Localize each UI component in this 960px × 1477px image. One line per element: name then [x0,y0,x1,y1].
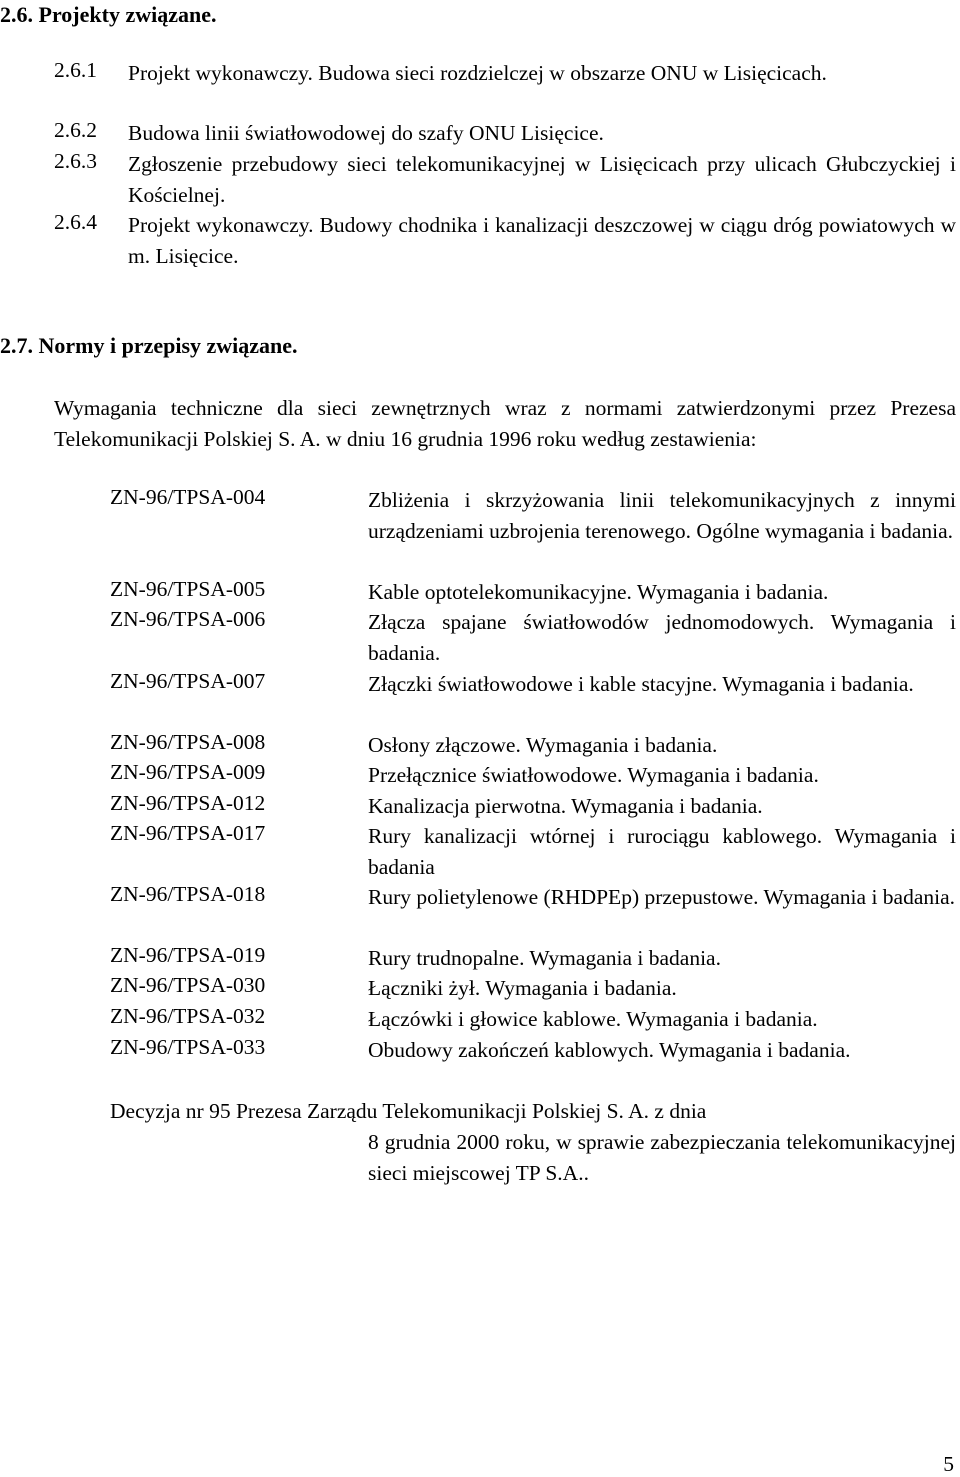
norm-description: Osłony złączowe. Wymagania i badania. [368,733,718,757]
project-number: 2.6.1 [54,58,97,82]
norm-code: ZN-96/TPSA-018 [110,882,266,906]
norm-description: Złączki światłowodowe i kable stacyjne. Wymagania i badania. [368,672,914,696]
norm-description: Rury kanalizacji wtórnej i rurociągu kablowego. Wymagania i badania [368,824,956,879]
norm-description: Rury polietylenowe (RHDPEp) przepustowe. Wymagania i badania. [368,885,956,909]
norm-description: Obudowy zakończeń kablowych. Wymagania i badania. [368,1038,851,1062]
project-title: Projekt wykonawczy. Budowy chodnika i kanalizacji deszczowej w ciągu dróg powiatowych w m. Lisięcice. [128,213,956,268]
norm-code: ZN-96/TPSA-012 [110,791,266,815]
norm-code: ZN-96/TPSA-033 [110,1035,266,1059]
project-number: 2.6.3 [54,149,97,173]
norm-description: Kanalizacja pierwotna. Wymagania i badania. [368,794,763,818]
norm-description: Kable optotelekomunikacyjne. Wymagania i badania. [368,580,829,604]
norm-description: Łączówki i głowice kablowe. Wymagania i badania. [368,1007,818,1031]
norm-code: ZN-96/TPSA-017 [110,821,266,845]
norm-code: ZN-96/TPSA-009 [110,760,266,784]
norm-description: Rury trudnopalne. Wymagania i badania. [368,946,721,970]
norm-code: ZN-96/TPSA-019 [110,943,266,967]
project-title: Projekt wykonawczy. Budowa sieci rozdzielczej w obszarze ONU w Lisięcicach. [128,61,827,85]
norm-description: Przełącznice światłowodowe. Wymagania i badania. [368,763,819,787]
norm-description: Złącza spajane światłowodów jednomodowych. Wymagania i badania. [368,610,956,665]
section-heading-2-6: 2.6. Projekty związane. [0,2,217,27]
norm-description: Zbliżenia i skrzyżowania linii telekomunikacyjnych z innymi urządzeniami uzbrojenia terenowego. Ogólne wymagania i badania. [368,488,956,543]
norm-code: ZN-96/TPSA-030 [110,973,266,997]
page-number: 5 [943,1452,954,1476]
norm-code: ZN-96/TPSA-006 [110,607,266,631]
project-title: Zgłoszenie przebudowy sieci telekomunikacyjnej w Lisięcicach przy ulicach Głubczyckiej i Kościelnej. [128,152,956,207]
project-number: 2.6.2 [54,118,97,142]
norm-description: Łączniki żył. Wymagania i badania. [368,976,677,1000]
project-number: 2.6.4 [54,210,97,234]
norm-code: ZN-96/TPSA-004 [110,485,266,509]
norm-code: ZN-96/TPSA-008 [110,730,266,754]
project-title: Budowa linii światłowodowej do szafy ONU Lisięcice. [128,121,604,145]
section-heading-2-7: 2.7. Normy i przepisy związane. [0,333,298,358]
norms-intro-paragraph: Wymagania techniczne dla sieci zewnętrznych wraz z normami zatwierdzonymi przez Prezesa Telekomunikacji Polskiej S. A. w dniu 16 grudnia 1996 roku według zestawienia: [54,396,956,451]
norm-code: ZN-96/TPSA-005 [110,577,266,601]
norm-code: ZN-96/TPSA-007 [110,669,266,693]
decision-continuation: 8 grudnia 2000 roku, w sprawie zabezpieczania telekomunikacyjnej sieci miejscowej TP S.A.. [368,1130,956,1185]
decision-line: Decyzja nr 95 Prezesa Zarządu Telekomunikacji Polskiej S. A. z dnia [110,1099,707,1123]
norm-code: ZN-96/TPSA-032 [110,1004,266,1028]
